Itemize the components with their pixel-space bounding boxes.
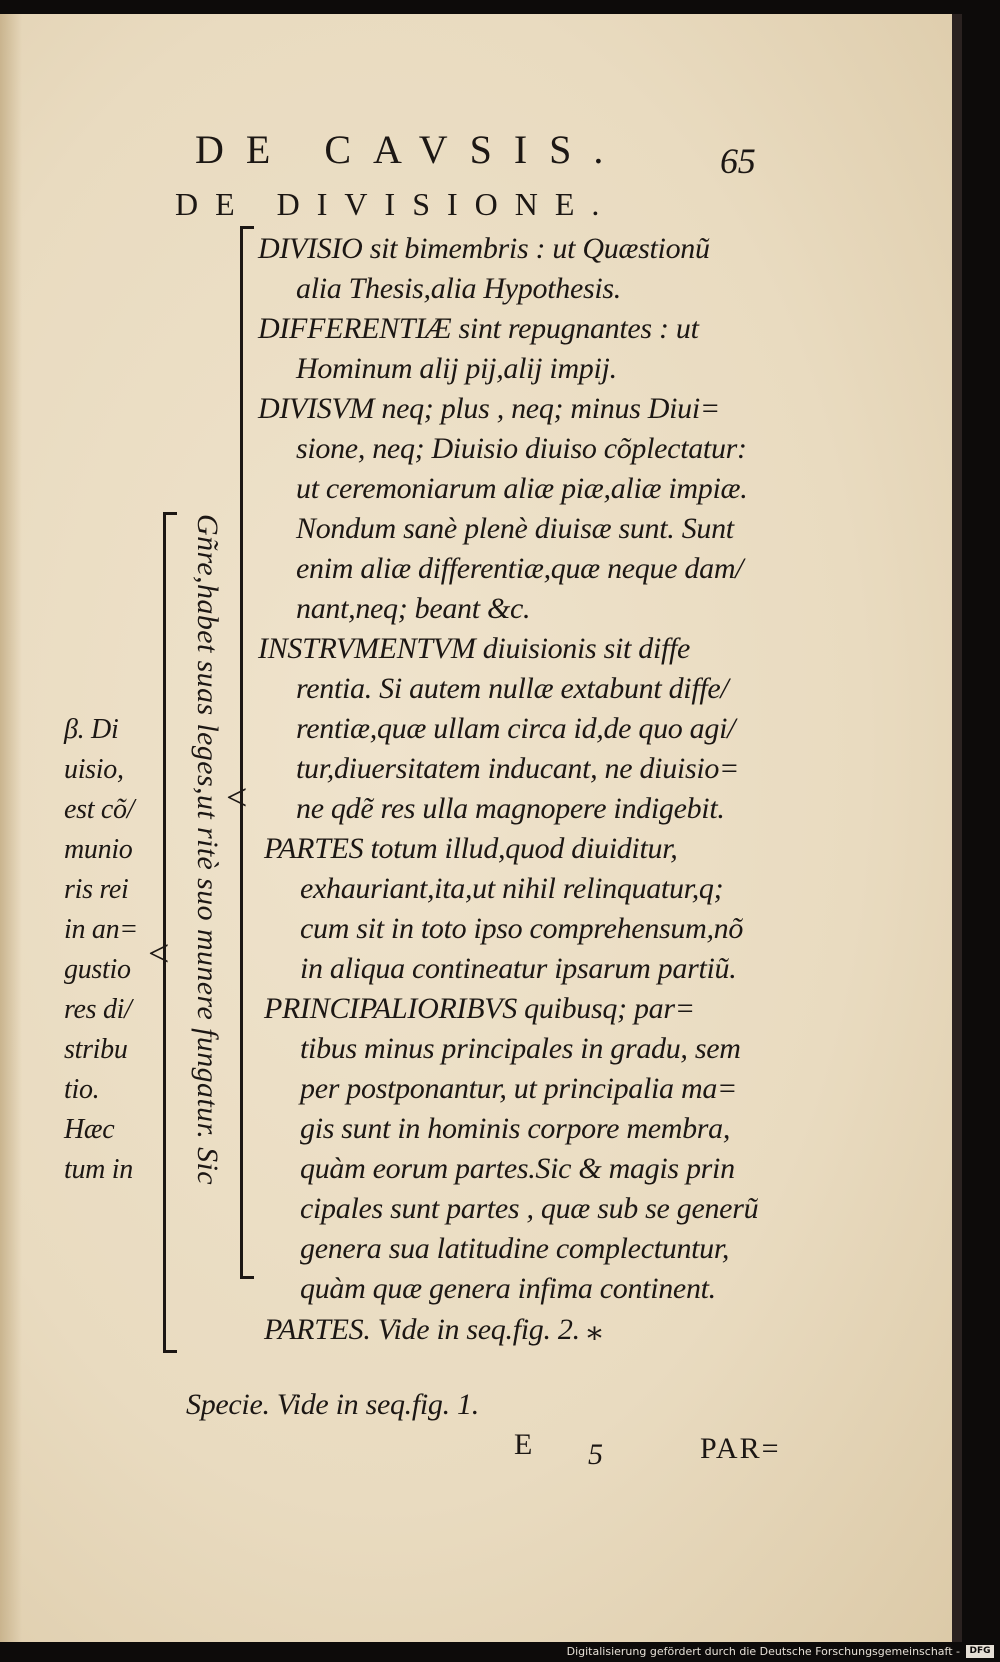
vertical-note	[188, 514, 228, 1194]
rule-line: sione, neq; Diuisio diuiso cõplectatur:	[296, 432, 747, 465]
digitization-footer	[0, 1642, 1000, 1662]
rule-line: rentia. Si autem nullæ extabunt diffe/	[296, 672, 729, 705]
margin-note-line: tum in	[64, 1154, 133, 1185]
rule-line: DIVISIO sit bimembris : ut Quæstionũ	[258, 232, 710, 265]
rule-line: quàm quæ genera infima continent.	[300, 1272, 716, 1305]
signature-number: 5	[588, 1438, 603, 1471]
rules-bracket-top-hook	[240, 226, 254, 229]
rules-bracket-bottom-hook	[240, 1276, 254, 1279]
species-line: Specie. Vide in seq.fig. 1.	[186, 1388, 479, 1421]
rule-line: rentiæ,quæ ullam circa id,de quo agi/	[296, 712, 736, 745]
rule-line: Hominum alij pij,alij impij.	[296, 352, 617, 385]
digitization-credit: Digitalisierung gefördert durch die Deutsche Forschungsgemeinschaft -	[566, 1645, 960, 1658]
rules-bracket-line	[240, 226, 243, 1278]
rule-line: genera sua latitudine complectuntur,	[300, 1232, 730, 1265]
outer-bracket-chevron: <	[148, 933, 170, 975]
margin-note-line: in an=	[64, 914, 138, 945]
margin-note-line: gustio	[64, 954, 131, 985]
rule-line: per postponantur, ut principalia ma=	[300, 1072, 737, 1105]
book-page	[0, 14, 962, 1642]
margin-note-line: munio	[64, 834, 133, 865]
outer-bracket-bottom-hook	[163, 1350, 177, 1353]
rule-line: tur,diuersitatem inducant, ne diuisio=	[296, 752, 739, 785]
rule-line: cum sit in toto ipso comprehensum,nõ	[300, 912, 744, 945]
rule-line: Nondum sanè plenè diuisæ sunt. Sunt	[296, 512, 734, 545]
margin-note-line: stribu	[64, 1034, 128, 1065]
vertical-note-text: Gñre,habet suas leges,ut ritè suo munere fungatur. Sic	[191, 514, 224, 1185]
running-head: DE CAVSIS.	[195, 127, 626, 172]
outer-bracket-top-hook	[163, 512, 177, 515]
rules-bracket-chevron: <	[226, 777, 248, 819]
margin-note-line: ris rei	[64, 874, 129, 905]
rule-line: cipales sunt partes , quæ sub se generũ	[300, 1192, 759, 1225]
signature-mark: E	[514, 1428, 537, 1461]
rule-line: INSTRVMENTVM diuisionis sit diffe	[258, 632, 691, 665]
margin-note-line: tio.	[64, 1074, 100, 1105]
rule-line: tibus minus principales in gradu, sem	[300, 1032, 741, 1065]
rule-line: DIFFERENTIÆ sint repugnantes : ut	[258, 312, 699, 345]
section-title: DE DIVISIONE.	[175, 186, 617, 222]
rule-line: enim aliæ differentiæ,quæ neque dam/	[296, 552, 744, 585]
margin-note-line: uisio,	[64, 754, 124, 785]
margin-note-line: est cõ/	[64, 794, 135, 825]
margin-note-line: β. Di	[64, 714, 119, 745]
rule-line: gis sunt in hominis corpore membra,	[300, 1112, 731, 1145]
rule-line: ut ceremoniarum aliæ piæ,aliæ impiæ.	[296, 472, 748, 505]
catchword: PAR=	[700, 1432, 781, 1465]
page-gutter-shadow	[0, 14, 22, 1642]
margin-note-line: Hæc	[64, 1114, 115, 1145]
rule-line: PARTES totum illud,quod diuiditur,	[264, 832, 678, 865]
rule-line: exhauriant,ita,ut nihil relinquatur,q;	[300, 872, 724, 905]
rule-line: DIVISVM neq; plus , neq; minus Diui=	[258, 392, 720, 425]
rule-line: nant,neq; beant &c.	[296, 592, 531, 625]
rule-line: ne qdẽ res ulla magnopere indigebit.	[296, 792, 725, 825]
page-number: 65	[720, 141, 756, 181]
dfg-logo-icon: DFG	[966, 1645, 994, 1658]
rule-line: quàm eorum partes.Sic & magis prin	[300, 1152, 735, 1185]
rule-line: alia Thesis,alia Hypothesis.	[296, 272, 621, 305]
rule-line: PARTES. Vide in seq.fig. 2. ⁎	[264, 1313, 602, 1346]
margin-note-line: res di/	[64, 994, 132, 1025]
rule-line: PRINCIPALIORIBVS quibusq; par=	[264, 992, 695, 1025]
rule-line: in aliqua contineatur ipsarum partiũ.	[300, 952, 737, 985]
